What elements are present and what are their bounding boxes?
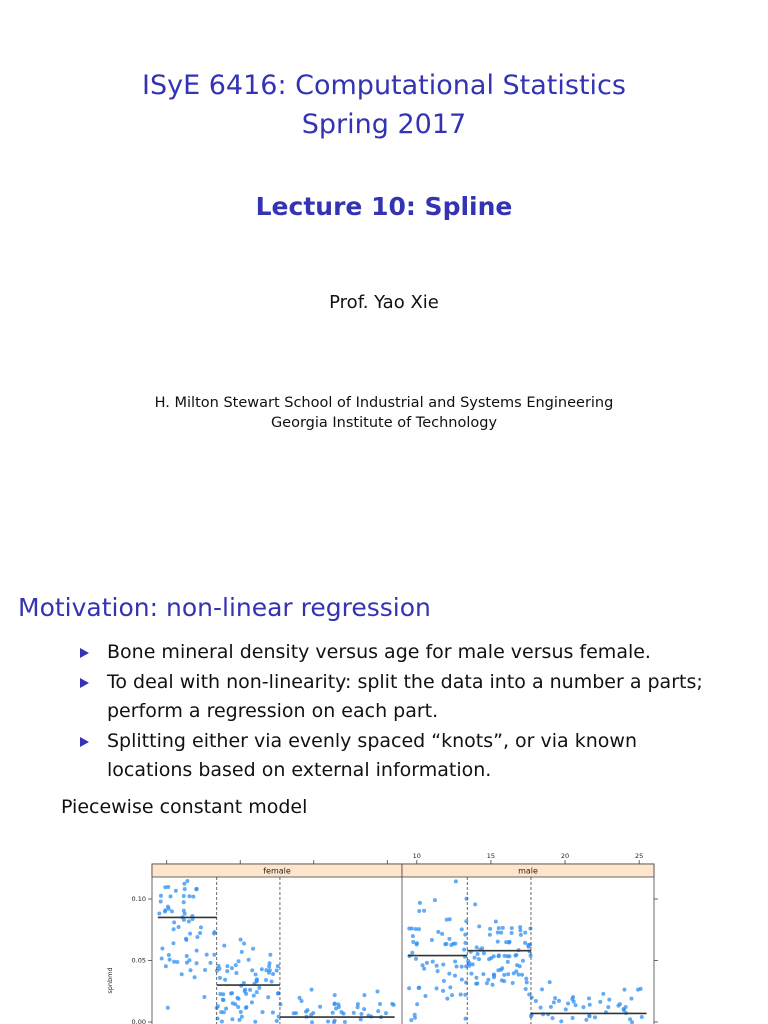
plot-frame (152, 864, 654, 1024)
data-point (222, 944, 226, 948)
data-point (255, 977, 259, 981)
data-point (185, 879, 189, 883)
data-point (172, 920, 176, 924)
data-point (622, 1007, 626, 1011)
data-point (507, 940, 511, 944)
data-point (168, 958, 172, 962)
data-point (266, 995, 270, 999)
data-point (235, 996, 239, 1000)
data-point (473, 956, 477, 960)
data-point (497, 926, 501, 930)
data-point (169, 894, 173, 898)
data-point (183, 912, 187, 916)
data-point (475, 945, 479, 949)
data-point (257, 986, 261, 990)
data-point (182, 894, 186, 898)
data-point (221, 998, 225, 1002)
data-point (524, 987, 528, 991)
data-point (185, 954, 189, 958)
data-point (411, 940, 415, 944)
data-point (540, 987, 544, 991)
data-point (464, 919, 468, 923)
data-point (171, 941, 175, 945)
data-point (237, 1018, 241, 1022)
data-point (513, 953, 517, 957)
data-point (463, 933, 467, 937)
y-axis-label: spnbmd (106, 967, 114, 994)
frame-title: Motivation: non-linear regression (18, 593, 431, 622)
data-point (518, 925, 522, 929)
data-point (640, 1015, 644, 1019)
data-point (212, 930, 216, 934)
data-point (166, 1006, 170, 1010)
data-point (445, 997, 449, 1001)
data-point (485, 981, 489, 985)
data-point (163, 885, 167, 889)
data-point (195, 961, 199, 965)
data-point (574, 1003, 578, 1007)
data-point (198, 931, 202, 935)
data-point (514, 969, 518, 973)
y-tick-label: 0.10 (131, 895, 146, 904)
data-point (255, 990, 259, 994)
data-point (453, 960, 457, 964)
data-point (553, 996, 557, 1000)
data-point (243, 989, 247, 993)
data-point (180, 972, 184, 976)
data-point (510, 926, 514, 930)
course-title (0, 66, 768, 144)
data-point (331, 1011, 335, 1015)
data-point (413, 1013, 417, 1017)
data-point (510, 931, 514, 935)
data-point (474, 976, 478, 980)
data-point (477, 924, 481, 928)
data-point (475, 981, 479, 985)
data-point (375, 989, 379, 993)
data-point (384, 1011, 388, 1015)
data-point (418, 901, 422, 905)
data-point (496, 930, 500, 934)
data-point (460, 978, 464, 982)
data-point (184, 938, 188, 942)
data-point (524, 977, 528, 981)
data-point (530, 995, 534, 999)
data-point (248, 988, 252, 992)
data-point (581, 1005, 585, 1009)
data-point (494, 920, 498, 924)
data-point (310, 1020, 314, 1024)
data-point (500, 978, 504, 982)
data-point (310, 988, 314, 992)
data-point (194, 887, 198, 891)
data-point (593, 1015, 597, 1019)
data-point (333, 993, 337, 997)
data-point (511, 981, 515, 985)
data-point (340, 1010, 344, 1014)
data-point (571, 1016, 575, 1020)
data-point (252, 994, 256, 998)
data-point (506, 954, 510, 958)
data-point (557, 999, 561, 1003)
data-point (598, 1000, 602, 1004)
data-point (502, 973, 506, 977)
data-point (271, 1011, 275, 1015)
data-point (378, 1002, 382, 1006)
data-point (254, 972, 258, 976)
data-point (571, 995, 575, 999)
data-point (208, 961, 212, 965)
data-point (441, 963, 445, 967)
data-point (584, 1018, 588, 1022)
data-point (421, 963, 425, 967)
data-point (407, 927, 411, 931)
data-point (271, 972, 275, 976)
data-point (462, 948, 466, 952)
data-point (157, 912, 161, 916)
data-point (239, 1010, 243, 1014)
data-point (160, 956, 164, 960)
content-slide (0, 560, 768, 1024)
school-name: H. Milton Stewart School of Industrial and Systems Engineering (154, 395, 614, 411)
data-point (551, 1016, 555, 1020)
data-point (223, 978, 227, 982)
data-point (435, 964, 439, 968)
data-point (415, 941, 419, 945)
data-point (234, 971, 238, 975)
lecture-title: Lecture 10: Spline (255, 192, 513, 221)
data-point (174, 889, 178, 893)
data-point (202, 995, 206, 999)
data-point (189, 968, 193, 972)
y-tick-label: 0.00 (131, 1018, 146, 1024)
data-point (182, 882, 186, 886)
data-point (343, 1020, 347, 1024)
data-point (587, 996, 591, 1000)
data-point (253, 1020, 257, 1024)
data-point (205, 953, 209, 957)
data-point (268, 968, 272, 972)
data-point (362, 993, 366, 997)
data-point (422, 909, 426, 913)
data-point (187, 958, 191, 962)
data-point (188, 932, 192, 936)
data-point (455, 965, 459, 969)
data-point (417, 909, 421, 913)
data-point (469, 972, 473, 976)
data-point (234, 963, 238, 967)
data-point (264, 978, 268, 982)
data-point (318, 1005, 322, 1009)
data-point (182, 900, 186, 904)
data-point (244, 1005, 248, 1009)
data-point (230, 966, 234, 970)
data-point (170, 909, 174, 913)
data-point (164, 964, 168, 968)
data-point (392, 1003, 396, 1007)
data-point (587, 1014, 591, 1018)
data-point (409, 1018, 413, 1022)
data-point (607, 998, 611, 1002)
data-point (411, 934, 415, 938)
data-point (250, 1000, 254, 1004)
data-point (275, 969, 279, 973)
x-tick-label: 15 (486, 852, 496, 860)
data-point (525, 980, 529, 984)
data-point (489, 956, 493, 960)
data-point (454, 879, 458, 883)
data-point (306, 1008, 310, 1012)
data-point (279, 1002, 283, 1006)
data-point (523, 931, 527, 935)
data-point (440, 932, 444, 936)
data-point (431, 960, 435, 964)
data-point (159, 894, 163, 898)
data-point (193, 975, 197, 979)
data-point (414, 927, 418, 931)
data-point (453, 942, 457, 946)
data-point (564, 1007, 568, 1011)
data-point (376, 1009, 380, 1013)
data-point (622, 988, 626, 992)
piecewise-constant-chart (0, 560, 768, 1024)
data-point (275, 1019, 279, 1023)
data-point (225, 969, 229, 973)
data-point (187, 919, 191, 923)
data-point (526, 943, 530, 947)
data-point (229, 992, 233, 996)
data-point (453, 974, 457, 978)
data-point (410, 951, 414, 955)
panel-strip-label: male (518, 866, 538, 876)
x-tick-label: 10 (412, 852, 421, 860)
data-point (488, 927, 492, 931)
data-point (414, 957, 418, 961)
data-point (519, 933, 523, 937)
data-point (270, 979, 274, 983)
data-point (163, 908, 167, 912)
data-point (601, 992, 605, 996)
data-point (539, 1006, 543, 1010)
data-point (359, 1012, 363, 1016)
y-tick-label: 0.05 (131, 956, 146, 965)
data-point (362, 1007, 366, 1011)
x-tick-label: 25 (635, 852, 644, 860)
data-point (441, 989, 445, 993)
data-point (423, 994, 427, 998)
data-point (486, 978, 490, 982)
data-point (417, 986, 421, 990)
data-point (467, 961, 471, 965)
data-point (221, 992, 225, 996)
data-point (588, 1003, 592, 1007)
data-point (463, 941, 467, 945)
data-point (172, 927, 176, 931)
data-point (459, 992, 463, 996)
bullet-text: Splitting either via evenly spaced “knots”, or via known locations based on external information. (107, 729, 637, 781)
data-point (501, 926, 505, 930)
data-point (260, 967, 264, 971)
affiliation (0, 393, 768, 433)
data-point (566, 1001, 570, 1005)
data-point (499, 931, 503, 935)
data-point (482, 951, 486, 955)
data-point (415, 1002, 419, 1006)
data-point (195, 949, 199, 953)
data-point (177, 925, 181, 929)
data-point (261, 1010, 265, 1014)
data-point (231, 1001, 235, 1005)
data-point (448, 985, 452, 989)
data-point (237, 959, 241, 963)
data-point (492, 975, 496, 979)
data-point (276, 964, 280, 968)
data-point (225, 964, 229, 968)
data-point (488, 933, 492, 937)
term-line: Spring 2017 (301, 109, 467, 140)
data-point (216, 1016, 220, 1020)
course-line: ISyE 6416: Computational Statistics (142, 70, 626, 101)
bullet-text: To deal with non-linearity: split the data into a number a parts; perform a regression on each part. (107, 670, 703, 722)
data-point (436, 969, 440, 973)
data-point (618, 1002, 622, 1006)
data-point (191, 895, 195, 899)
data-point (159, 900, 163, 904)
data-point (230, 1017, 234, 1021)
data-point (333, 1001, 337, 1005)
data-point (250, 968, 254, 972)
x-tick-label: 20 (560, 852, 570, 860)
data-point (491, 983, 495, 987)
data-point (356, 1002, 360, 1006)
data-point (506, 972, 510, 976)
data-point (548, 980, 552, 984)
data-point (264, 968, 268, 972)
data-point (167, 953, 171, 957)
data-point (212, 953, 216, 957)
data-point (473, 902, 477, 906)
data-point (447, 972, 451, 976)
data-point (520, 973, 524, 977)
data-point (463, 993, 467, 997)
data-point (218, 976, 222, 980)
data-point (187, 894, 191, 898)
data-point (628, 1017, 632, 1021)
data-point (337, 1005, 341, 1009)
data-point (629, 997, 633, 1001)
data-point (268, 961, 272, 965)
author-name: Prof. Yao Xie (329, 292, 439, 313)
data-point (172, 960, 176, 964)
data-point (239, 938, 243, 942)
data-point (352, 1011, 356, 1015)
data-point (298, 996, 302, 1000)
data-point (521, 959, 525, 963)
data-point (506, 960, 510, 964)
data-point (517, 973, 521, 977)
data-point (359, 1017, 363, 1021)
data-point (326, 1019, 330, 1023)
data-point (247, 958, 251, 962)
data-point (435, 986, 439, 990)
data-point (476, 952, 480, 956)
data-point (333, 1019, 337, 1023)
data-point (552, 1000, 556, 1004)
data-point (559, 1019, 563, 1023)
data-point (224, 1007, 228, 1011)
data-point (460, 965, 464, 969)
data-point (436, 930, 440, 934)
data-point (433, 898, 437, 902)
data-point (445, 918, 449, 922)
data-point (425, 961, 429, 965)
data-point (496, 940, 500, 944)
data-point (183, 887, 187, 891)
data-point (606, 1005, 610, 1009)
data-point (447, 937, 451, 941)
data-point (477, 957, 481, 961)
data-point (481, 972, 485, 976)
data-point (160, 947, 164, 951)
data-point (450, 993, 454, 997)
data-point (549, 1005, 553, 1009)
data-point (242, 942, 246, 946)
data-point (500, 966, 504, 970)
data-point (528, 927, 532, 931)
data-point (460, 927, 464, 931)
figure-caption: Piecewise constant model (61, 796, 308, 818)
data-point (497, 953, 501, 957)
data-point (407, 986, 411, 990)
bullet-text: Bone mineral density versus age for male versus female. (107, 641, 651, 663)
data-point (240, 950, 244, 954)
institute-name: Georgia Institute of Technology (270, 415, 498, 431)
data-point (515, 963, 519, 967)
data-point (534, 999, 538, 1003)
data-point (442, 979, 446, 983)
data-point (430, 938, 434, 942)
data-point (572, 1000, 576, 1004)
data-point (268, 953, 272, 957)
data-point (251, 947, 255, 951)
data-point (639, 987, 643, 991)
panel-strip-label: female (263, 866, 291, 876)
data-point (199, 925, 203, 929)
data-point (464, 897, 468, 901)
data-point (217, 967, 221, 971)
data-point (195, 935, 199, 939)
data-point (444, 942, 448, 946)
data-point (294, 1011, 298, 1015)
data-point (236, 1005, 240, 1009)
data-point (219, 1010, 223, 1014)
data-point (203, 968, 207, 972)
data-point (220, 1019, 224, 1023)
